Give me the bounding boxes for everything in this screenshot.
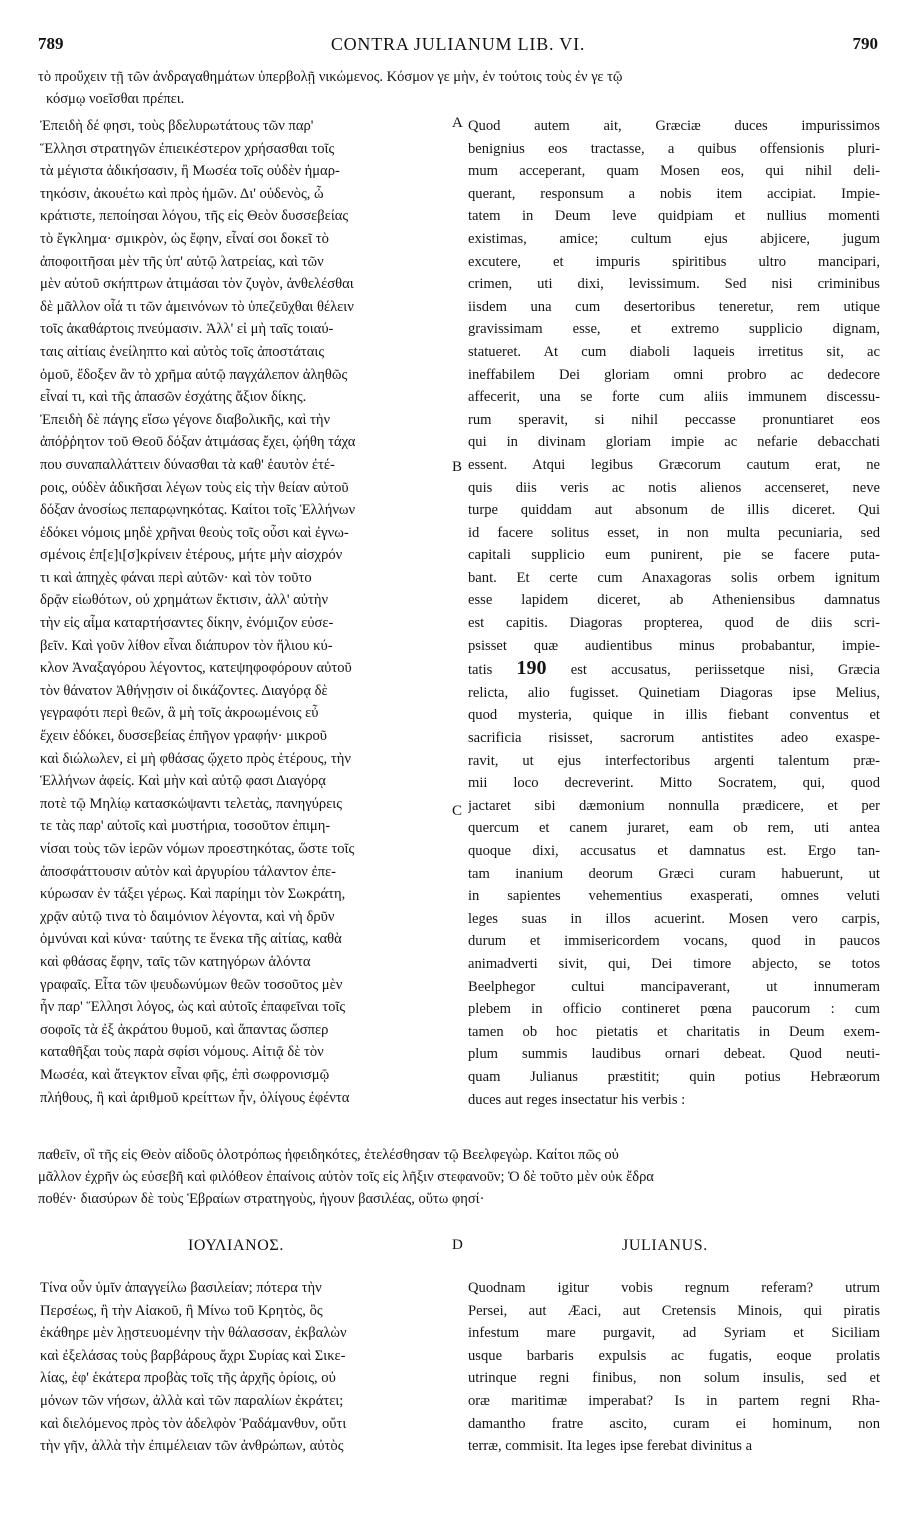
greek-text-line: ἐκάθηρε μὲν λῃστευομένην τὴν θάλασσαν, ἐκβαλὼν bbox=[40, 1325, 347, 1342]
latin-text-line: plum summis laudibus ornari debeat. Quod neuti- bbox=[468, 1046, 880, 1063]
latin-text-line: psisset quæ audientibus minus probabantur, impie- bbox=[468, 637, 880, 654]
greek-text-line: δόξαν ἀνοσίως πεπαρῳνηκότας. Καίτοι τοῖς Ἑλλήνων bbox=[40, 502, 356, 519]
latin-text-line bbox=[468, 657, 880, 682]
greek-section-title: ΙΟΥΛΙΑΝΟΣ. bbox=[188, 1237, 284, 1254]
latin-text-line: Quod autem ait, Græciæ duces impurissimos bbox=[468, 118, 880, 134]
latin-text-line: excutere, et impuris spiritibus ultro mancipari, bbox=[468, 253, 880, 270]
greek-text-line: ὁμοῦ, ἔδοξεν ἂν τὸ χρῆμα αὐτῷ παγχάλεπον ἀληθῶς bbox=[40, 366, 348, 383]
section-marker-a: A bbox=[452, 115, 463, 131]
latin-text-line: mii loco decreverint. Mitto Socratem, qui, quod bbox=[468, 775, 880, 792]
latin-text-line: turpe quiddam aut absonum de illis diceret. Qui bbox=[468, 502, 880, 519]
section-marker-d: D bbox=[452, 1237, 463, 1253]
intro-line-2: κόσμῳ νοεῖσθαι πρέπει. bbox=[46, 91, 185, 107]
latin-text-line: iisdem una cum desertoribus teneretur, rem utique bbox=[468, 298, 880, 315]
greek-text-line: ἀποσφάττουσιν αὐτὸν καὶ ἀργυρίου τάλαντον ἐπε- bbox=[40, 863, 336, 880]
latin-text-line: capitali supplicio eum punirent, pie se facere puta- bbox=[468, 547, 880, 564]
greek-text-line: ἐδόκει νόμοις μηδὲ χρῆναι θεοὺς τοῖς οὖσι καὶ ἐγνω- bbox=[40, 524, 349, 541]
latin-text-line: duces aut reges insectatur his verbis : bbox=[468, 1091, 686, 1108]
greek-text-line: τὴν γῆν, ἀλλὰ τὴν ἐπιμέλειαν τῶν ἀνθρώπων, αὐτὸς bbox=[40, 1438, 344, 1455]
greek-text-line: τοῖς ἀκαθάρτοις πνεύμασιν. Ἀλλ' εἰ μὴ ταῖς τοιαύ- bbox=[40, 321, 334, 338]
latin-text-line: tatem in Deum leve quidpiam et nullius momenti bbox=[468, 208, 880, 225]
greek-text-line: χρᾷν αὐτῷ τινα τὸ δαιμόνιον λέγοντα, καὶ νὴ δρῦν bbox=[40, 908, 335, 925]
latin-text-line: esse lapidem diceret, ab Atheniensibus damnatus bbox=[468, 592, 880, 609]
greek-text-line: καὶ ἐξελάσας τοὺς βαρβάρους ἄχρι Συρίας καὶ Σικε- bbox=[40, 1347, 346, 1364]
greek-text-line: Μωσέα, καὶ ἄτεγκτον εἶναι φῆς, ἐπὶ σωφρονισμῷ bbox=[40, 1066, 330, 1083]
running-header bbox=[38, 34, 878, 60]
greek-text-line: Ἑλλήνων ἀφείς. Καὶ μὴν καὶ αὐτῷ φασι Διαγόρᾳ bbox=[40, 773, 326, 790]
greek-text-line: τὴν εἰς αἷμα καταρτήσαντες δίκην, ἐνόμιζον εὐσε- bbox=[40, 615, 334, 632]
greek-text-line: καὶ φθάσας ἔφην, ταῖς τῶν κατηγόρων ἁλόντα bbox=[40, 953, 311, 970]
greek-text-line: δρᾷν εἰωθότων, οὐ χρημάτων ἔκτισιν, ἀλλ' αὐτὴν bbox=[40, 592, 329, 609]
greek-text-line: νίσαι τοὺς τῶν ἱερῶν νόμων προεστηκότας, ὥστε τοῖς bbox=[40, 841, 355, 857]
greek-text-line: ὀμνύναι καὶ κύνα· ταύτης τε ἕνεκα τῆς αἰτίας, καθὰ bbox=[40, 931, 342, 948]
latin-text-line: oræ maritimæ imperabat? Is in partem regni Rha- bbox=[468, 1392, 880, 1409]
running-title: CONTRA JULIANUM LIB. VI. bbox=[330, 34, 586, 54]
column-number-190: 190 bbox=[516, 657, 547, 680]
julianus-latin-column bbox=[468, 1277, 880, 1458]
latin-section-title: JULIANUS. bbox=[622, 1237, 708, 1254]
latin-text-line: quam Julianus præstitit; quin potius Hebræorum bbox=[468, 1068, 880, 1085]
latin-text-line: utrinque regni finibus, non solum insulis, sed et bbox=[468, 1370, 880, 1387]
greek-text-line: ἀπόῤῥητον τοῦ Θεοῦ δόξαν ἀτιμάσας ἔχει, ᾠήθη τάχα bbox=[40, 434, 356, 451]
latin-text-line: leges suas in illos acuerint. Mosen vero carpis, bbox=[468, 910, 880, 927]
line-text-after: est accusatus, periissetque nisi, Græcia bbox=[570, 662, 880, 679]
greek-text-line: ποτὲ τῷ Μηλίῳ κατασκώψαντι τελετὰς, πανηγύρεις bbox=[40, 795, 343, 812]
latin-text-line: plebem in officio contineret pœna paucorum : cum bbox=[468, 1001, 880, 1018]
greek-text-line: κράτιστε, πεποίησαι λόγου, τῆς εἰς Θεὸν δυσσεβείας bbox=[40, 208, 349, 225]
latin-text-line: in sapientes vehementius exasperati, omnes veluti bbox=[468, 888, 880, 905]
latin-text-line: rum speravit, si nihil peccasse pronuntiaret eos bbox=[468, 411, 880, 428]
latin-text-line: gravissimam esse, et extremo supplicio dignam, bbox=[468, 321, 880, 338]
greek-text-line: Ἐπειδὴ δέ φησι, τοὺς βδελυρωτάτους τῶν παρ' bbox=[40, 118, 314, 134]
latin-text-line: bant. Et certe cum Anaxagoras solis orbem ignitum bbox=[468, 569, 880, 586]
latin-text-line: Persei, aut Æaci, aut Cretensis Minois, qui piratis bbox=[468, 1302, 880, 1319]
latin-text-line: relicta, alio fugisset. Quinetiam Diagoras ipse Melius, bbox=[468, 684, 880, 701]
julianus-greek-column bbox=[40, 1277, 460, 1458]
latin-text-line: Beelphegor cultui mancipaverant, ut innumeram bbox=[468, 978, 880, 995]
latin-text-line: quercum et canem juraret, eam ob rem, uti antea bbox=[468, 820, 880, 837]
greek-text-line: τηκόσιν, ἀκουέτω καὶ πρὸς ἡμῶν. Δι' οὐδενὸς, ὦ bbox=[40, 185, 324, 202]
greek-text-line: Ἕλλησι στρατηγῶν ἐπιεικέστερον χρήσασθαι τοῖς bbox=[40, 140, 335, 157]
latin-text-line: affecerit, una se forte cum aliis immunem discessu- bbox=[468, 389, 880, 406]
greek-text-line: κύρωσαν ἐν τάξει γέρως. Καὶ παρίημι τὸν Σωκράτη, bbox=[40, 886, 346, 903]
latin-text-line: ravit, ut ejus interfectoribus argenti talentum præ- bbox=[468, 752, 880, 769]
greek-text-line: ταις αἰτίαις ἐνείληπτο καὶ αὐτὸς τοῖς ἀποστάταις bbox=[40, 343, 325, 360]
greek-text-line: λίας, ἐφ' ἑκάτερα προβὰς τοῖς τῆς ἀρχῆς ὁρίοις, οὐ bbox=[40, 1370, 336, 1387]
latin-text-line: sacrificia risisset, sacrorum antistites adeo exaspe- bbox=[468, 730, 880, 747]
page-number-left: 789 bbox=[38, 34, 64, 53]
latin-text-line: essent. Atqui legibus Græcorum cautum erat, ne bbox=[468, 456, 880, 473]
greek-text-line: καὶ διελόμενος πρὸς τὸν ἀδελφὸν Ῥαδάμανθυν, οὔτι bbox=[40, 1415, 347, 1432]
line-text-before: tatis bbox=[468, 662, 493, 679]
greek-text-line: ἀποφοιτῆσαι μὲν τῆς ὑπ' αὐτῷ λατρείας, καὶ τῶν bbox=[40, 253, 324, 270]
section-marker-c: C bbox=[452, 803, 463, 819]
latin-text-line: animadverti sivit, qui, Dei timore abjecto, se totos bbox=[468, 955, 880, 972]
greek-text-line: εἶναί τι, καὶ τῆς ἁπασῶν ἐσχάτης ἄξιον δίκης. bbox=[40, 389, 307, 406]
greek-text-line: μόνων τῶν νήσων, ἀλλὰ καὶ τῶν παραλίων ἐκράτει; bbox=[40, 1392, 344, 1409]
latin-text-line: infestum mare purgavit, ad Syriam et Siciliam bbox=[468, 1325, 880, 1342]
page-number-right: 790 bbox=[852, 34, 878, 53]
bridge-line-3: ποθέν· διασύρων δὲ τοὺς Ἑβραίων στρατηγοὺς, ἡγουν βασιλέας, οὕτω φησί· bbox=[38, 1191, 485, 1207]
greek-text-line: τι καὶ ἀπηχὲς φάναι περὶ αὐτῶν· καὶ τὸν τοῦτο bbox=[40, 569, 312, 586]
greek-text-line: ἦν παρ' Ἕλλησι λόγος, ὡς καὶ αὐτοῖς ἐπαφεῖναι τοῖς bbox=[40, 999, 346, 1016]
latin-text-line: durum et immisericordem vocans, quod in paucos bbox=[468, 933, 880, 950]
greek-text-line: Περσέως, ἢ τὴν Αἰακοῦ, ἢ Μίνω τοῦ Κρητὸς, ὃς bbox=[40, 1302, 323, 1319]
greek-text-line: γεγραφότι περὶ θεῶν, ἃ μὴ τοῖς ἀκροωμένοις εὖ bbox=[40, 705, 319, 722]
greek-text-line: τὰ μέγιστα ἀδικήσασιν, ἢ Μωσέα τοῖς οὐδὲν ἡμαρ- bbox=[40, 163, 340, 180]
latin-text-line: id facere solitus esset, in non multa pecuniaria, sed bbox=[468, 524, 880, 541]
latin-text-line: damantho fratre ascito, curam ei hominum, non bbox=[468, 1415, 880, 1432]
latin-text-line: qui in divinam gloriam impie ac nefarie debacchati bbox=[468, 434, 880, 451]
bridge-line-2: μᾶλλον ἐχρῆν ὡς εὐσεβῆ καὶ φιλόθεον ἐπαίνοις αὐτὸν τοῖς εἰς λῆξιν στεφανοῦν; Ὁ δὲ τοῦτο μὲν οὐκ ἔδρα bbox=[38, 1169, 654, 1185]
greek-text-line: τὸν θάνατον Ἀθήνῃσιν οἱ δικάζοντες. Διαγόρᾳ δὲ bbox=[40, 682, 328, 699]
latin-text-line: quoque dixi, accusatus et damnatus est. Ergo tan- bbox=[468, 843, 880, 859]
section-marker-b: B bbox=[452, 459, 463, 475]
latin-text-line: quis diis veris ac notis alienos accenseret, neve bbox=[468, 479, 880, 496]
greek-text-line: ἔχειν ἐδόκει, δυσσεβείας ἐπῆγον γραφήν· μικροῦ bbox=[40, 728, 328, 745]
latin-text-line: est capitis. Diagoras propterea, quod de diis scri- bbox=[468, 615, 880, 632]
latin-text-line: tam inanium deorum Græci curam habuerunt, ut bbox=[468, 865, 880, 882]
latin-text-line: tamen ob hoc pietatis et charitatis in Deum exem- bbox=[468, 1023, 880, 1040]
latin-text-line: querant, responsum a nobis item accipiat. Impie- bbox=[468, 185, 880, 202]
greek-text-line: δὲ μᾶλλον οἷά τι τῶν ἀμεινόνων τὸ ὑπεζεῦχθαι θέλειν bbox=[40, 298, 354, 315]
greek-text-line: Τίνα οὖν ὑμῖν ἀπαγγείλω βασιλείαν; πότερα τὴν bbox=[40, 1280, 322, 1296]
intro-line-1: τὸ προὔχειν τῇ τῶν ἀνδραγαθημάτων ὑπερβολῇ νικώμενος. Κόσμον γε μὴν, ἐν τούτοις τοὺς ἐν γε τῷ bbox=[38, 69, 623, 85]
greek-text-line: βεῖν. Καὶ γοῦν λίθον εἶναι διάπυρον τὸν ἥλιου κύ- bbox=[40, 637, 333, 654]
latin-text-line: mum acceperant, quam Mosen eos, qui nihil deli- bbox=[468, 163, 880, 180]
greek-text-line: μὲν αὐτοῦ σκήπτρων ἀτιμάσαι τὸν ζυγὸν, ἀνθελέσθαι bbox=[40, 276, 354, 293]
latin-text-line: usque barbaris expulsis ac fugatis, eoque prolatis bbox=[468, 1347, 880, 1364]
bridge-line-1: παθεῖν, οἳ τῆς εἰς Θεὸν αἰδοῦς ὁλοτρόπως ἠφειδηκότες, ἐτελέσθησαν τῷ Βεελφεγὼρ. Καίτοι πῶς οὐ bbox=[38, 1147, 619, 1163]
greek-text-line: Ἐπειδὴ δὲ πάγης εἴσω γέγονε διαβολικῆς, καὶ τὴν bbox=[40, 411, 331, 428]
greek-text-line: ροις, οὐδὲν ἀδικῆσαι λέγων τοὺς εἰς τὴν θείαν αὐτοῦ bbox=[40, 479, 349, 496]
latin-text-line: ineffabilem Dei gloriam omni probro ac dedecore bbox=[468, 366, 880, 383]
greek-text-line: καταθῆξαι τοὺς παρὰ σφίσι νόμους. Αἰτιᾷ δὲ τὸν bbox=[40, 1044, 324, 1061]
greek-text-line: γραφαῖς. Εἶτα τῶν ψευδωνύμων θεῶν τοσοῦτος μὲν bbox=[40, 976, 343, 993]
greek-text-line: κλον Ἀναξαγόρου λέγοντος, κατεψηφοφόρουν αὐτοῦ bbox=[40, 660, 352, 677]
greek-text-line: καὶ διώλωλεν, εἰ μὴ φθάσας ᾤχετο πρὸς ἑτέρους, τὴν bbox=[40, 750, 351, 767]
latin-text-line: statueret. At cum diaboli laqueis irretitus sit, ac bbox=[468, 343, 880, 360]
greek-text-line: σοφοῖς τὰ ἐξ ἀκράτου θυμοῦ, καὶ ἅπαντας ὥσπερ bbox=[40, 1021, 329, 1038]
latin-text-line: existimas, amice; cultum ejus abjicere, jugum bbox=[468, 230, 880, 247]
latin-text-line: terræ, commisit. Ita leges ipse ferebat divinitus a bbox=[468, 1438, 753, 1455]
latin-text-line: benignius eos tractasse, a quibus offensionis pluri- bbox=[468, 140, 880, 157]
greek-text-line: σμένοις ἐπ[ε]ι[σ]κρίνειν ἑτέρους, μήτε μὴν αἰσχρόν bbox=[40, 547, 343, 564]
latin-text-line: jactaret sibi dæmonium nonnulla prædicere, et per bbox=[468, 797, 880, 814]
greek-text-line: που συναπαλλάττειν δύνασθαι τὰ καθ' ἑαυτὸν ἐτέ- bbox=[40, 456, 335, 473]
greek-text-line: πλήθους, ἢ καὶ ἀριθμοῦ κρείττων ἦν, ὀλίγους ἐφέντα bbox=[40, 1089, 350, 1106]
greek-text-line: τὸ ἔγκλημα· σμικρὸν, ὡς ἔφην, εἶναί σοι δοκεῖ τὸ bbox=[40, 230, 329, 247]
latin-text-line: crimen, uti dixi, levissimum. Sed nisi criminibus bbox=[468, 276, 880, 293]
greek-column bbox=[40, 115, 463, 1109]
latin-text-line: Quodnam igitur vobis regnum referam? utrum bbox=[468, 1280, 880, 1296]
latin-text-line: quod mysteria, quique in illis fiebant conventus et bbox=[468, 707, 880, 724]
latin-column bbox=[468, 115, 880, 1111]
greek-text-line: τε τὰς παρ' αὐτοῖς καὶ μυστήρια, τοσοῦτον ἐπιμη- bbox=[40, 818, 331, 835]
